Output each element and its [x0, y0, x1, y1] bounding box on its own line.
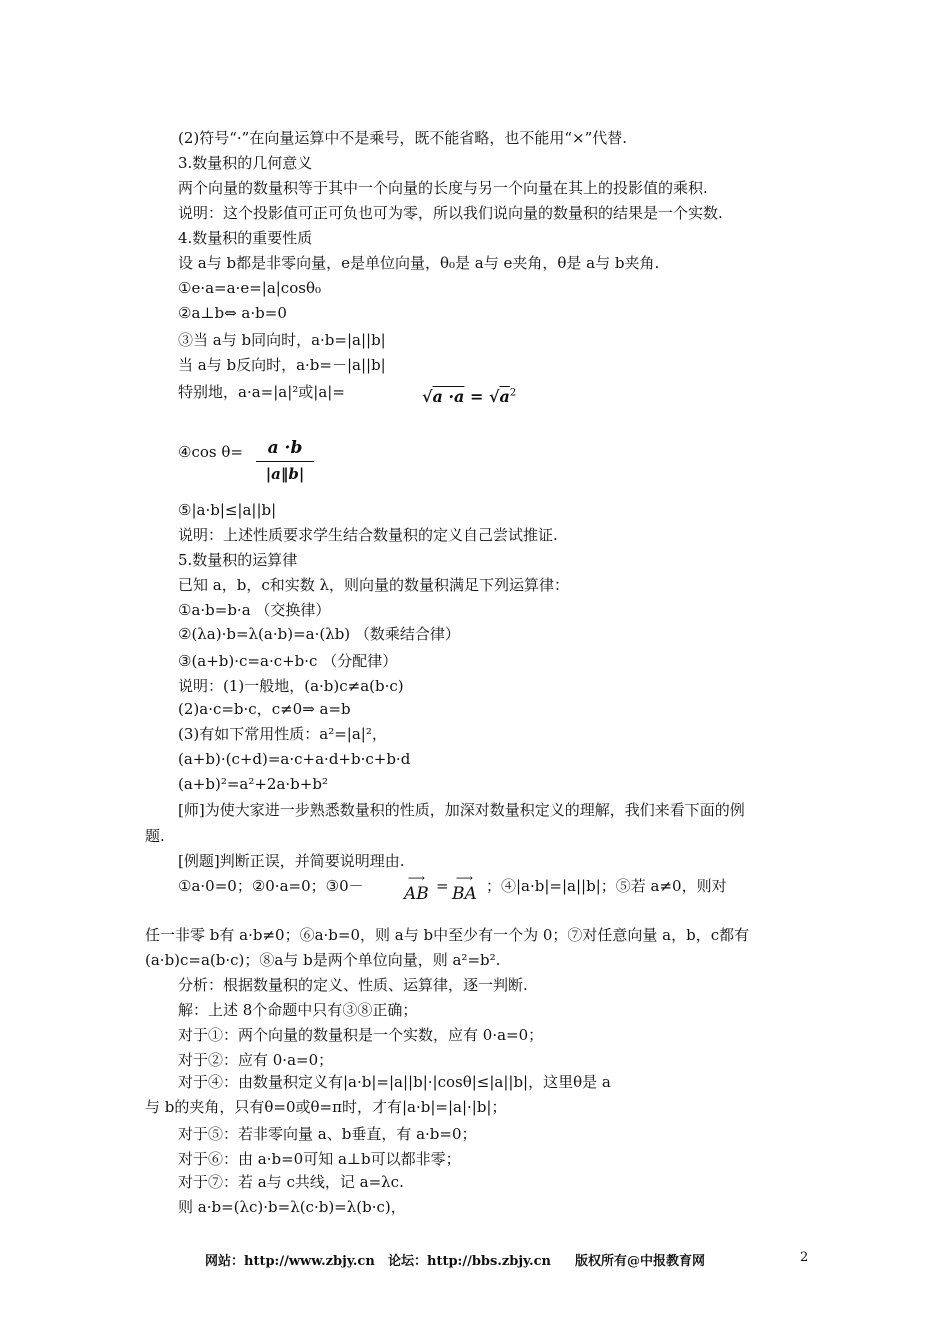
text-line: 分析：根据数量积的定义、性质、运算律，逐一判断. [178, 976, 528, 994]
formula-line: 特别地，a·a=|a|²或|a|= [178, 383, 345, 401]
formula-line: ①e·a=a·e=|a|cosθ₀ [178, 279, 321, 297]
vector-label: BA [452, 884, 477, 904]
text-line: 说明：上述性质要求学生结合数量积的定义自己尝试推证. [178, 526, 558, 544]
text-line: 说明：这个投影值可正可负也可为零，所以我们说向量的数量积的结果是一个实数. [178, 204, 723, 222]
formula-line: (a+b)²=a²+2a·b+b² [178, 775, 328, 793]
vector-ab [404, 872, 429, 904]
example-line [178, 876, 364, 896]
page-number: 2 [800, 1250, 809, 1265]
text-line: 与 b的夹角，只有θ=0或θ=π时，才有|a·b|=|a|·|b|； [145, 1098, 507, 1116]
sqrt-radicand-2: a [499, 387, 510, 406]
text-line: 对于④：由数量积定义有|a·b|=|a||b|·|cosθ|≤|a||b|，这里θ是 a [178, 1073, 611, 1091]
section-heading: 3.数量积的几何意义 [178, 154, 313, 172]
formula-line: 当 a与 b反向时，a·b=－|a||b| [178, 356, 386, 374]
text-line: [师]为使大家进一步熟悉数量积的性质，加深对数量积定义的理解，我们来看下面的例 [178, 801, 745, 819]
example-text: ；④|a·b|=|a||b|；⑤若 a≠0，则对 [486, 877, 727, 895]
text-line: 对于⑥：由 a·b=0可知 a⊥b可以都非零； [178, 1150, 461, 1168]
fraction-denominator: |a‖b| [265, 465, 305, 483]
section-heading: 4.数量积的重要性质 [178, 229, 313, 247]
vector-arrow-icon: ⟶ [455, 871, 473, 885]
vector-arrow-icon: ⟶ [407, 871, 425, 885]
text-line: 设 a与 b都是非零向量，e是单位向量，θ₀是 a与 e夹角，θ是 a与 b夹角. [178, 254, 660, 272]
text-line: (2)符号“·”在向量运算中不是乘号，既不能省略，也不能用“×”代替. [178, 129, 628, 147]
text-line: 对于②：应有 0·a=0； [178, 1051, 334, 1069]
footer-copyright: 版权所有@中报教育网 [575, 1254, 706, 1269]
equals-sign: = [436, 877, 449, 895]
sqrt-radicand: a ·a [432, 387, 465, 406]
text-line: 说明：(1)一般地，(a·b)c≠a(b·c) [178, 677, 404, 695]
equals-sign: = [469, 387, 484, 406]
formula-line: ⑤|a·b|≤|a||b| [178, 501, 277, 519]
formula-line: ④cos θ= [178, 443, 243, 461]
text-line: 任一非零 b有 a·b≠0；⑥a·b=0，则 a与 b中至少有一个为 0；⑦对任意向量 a，b，c都有 [145, 926, 750, 944]
text-line: 对于⑤：若非零向量 a、b垂直，有 a·b=0； [178, 1125, 477, 1143]
vector-label: AB [404, 884, 429, 904]
text-line: 题. [145, 827, 165, 845]
fraction-numerator: a ·b [267, 438, 303, 458]
formula-line: ②(λa)·b=λ(a·b)=a·(λb) （数乘结合律） [178, 625, 460, 643]
formula-line: (2)a·c=b·c，c≠0⇒ a=b [178, 700, 351, 718]
sqrt-expression: $√a \cdot a = √a^2$ [422, 387, 517, 406]
text-line: 解：上述 8个命题中只有③⑧正确； [178, 1001, 418, 1019]
text-line: (3)有如下常用性质：a²=|a|²， [178, 725, 387, 743]
footer-forum-link[interactable]: 论坛：http://bbs.zbjy.cn [388, 1254, 552, 1269]
text-line: 则 a·b=(λc)·b=λ(c·b)=λ(b·c)， [178, 1198, 406, 1216]
formula-line: ①a·b=b·a （交换律） [178, 601, 331, 619]
text-line: 两个向量的数量积等于其中一个向量的长度与另一个向量在其上的投影值的乘积. [178, 179, 708, 197]
formula-line: ③当 a与 b同向时，a·b=|a||b| [178, 331, 386, 349]
example-text: ①a·0=0；②0·a=0；③0－ [178, 877, 364, 895]
section-heading: 5.数量积的运算律 [178, 551, 298, 569]
fraction [256, 437, 314, 484]
text-line: (a·b)c=a(b·c)；⑧a与 b是两个单位向量，则 a²=b². [145, 951, 501, 969]
footer-site-link[interactable]: 网站：http://www.zbjy.cn [205, 1254, 375, 1269]
text-line: 对于①：两个向量的数量积是一个实数，应有 0·a=0； [178, 1026, 544, 1044]
formula-line: ③(a+b)·c=a·c+b·c （分配律） [178, 652, 398, 670]
formula-line: ②a⊥b⇔ a·b=0 [178, 304, 287, 322]
formula-line: (a+b)·(c+d)=a·c+a·d+b·c+b·d [178, 750, 411, 768]
text-line: 对于⑦：若 a与 c共线，记 a=λc. [178, 1173, 404, 1191]
vector-ba [452, 872, 477, 904]
text-line: [例题]判断正误，并简要说明理由. [178, 852, 405, 870]
exponent: 2 [509, 387, 517, 399]
fraction-bar [256, 461, 314, 462]
text-line: 已知 a，b，c和实数 λ，则向量的数量积满足下列运算律： [178, 576, 569, 594]
